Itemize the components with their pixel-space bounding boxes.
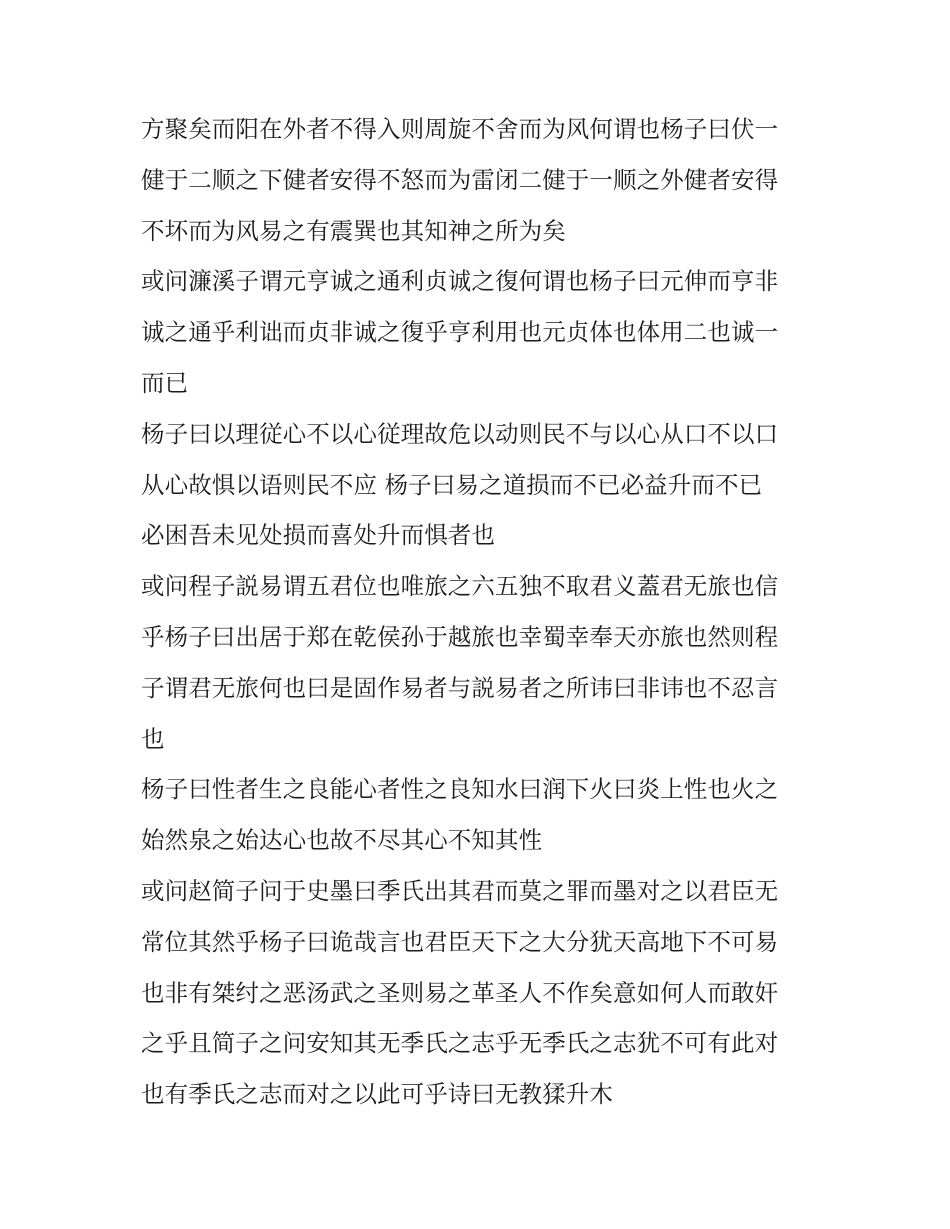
text-line: 不坏而为风易之有震巽也其知神之所为矣 <box>141 216 566 245</box>
text-line: 杨子曰以理従心不以心従理故危以动则民不与以心从口不以口 <box>141 419 779 448</box>
text-line: 或问程子説易谓五君位也唯旅之六五独不取君义蓋君无旅也信 <box>141 572 779 601</box>
text-line: 始然泉之始达心也故不尽其心不知其性 <box>141 826 543 855</box>
text-line: 健于二顺之下健者安得不怒而为雷闭二健于一顺之外健者安得 <box>141 165 779 194</box>
text-line: 也有季氏之志而对之以此可乎诗曰无教猱升木 <box>141 1080 613 1109</box>
text-line: 必困吾未见处损而喜处升而惧者也 <box>141 521 495 550</box>
text-line: 或问濂溪子谓元亨诚之通利贞诚之復何谓也杨子曰元伸而亨非 <box>141 267 779 296</box>
text-line: 而已 <box>141 368 189 397</box>
document-body <box>141 104 821 1120</box>
text-line: 方聚矣而阳在外者不得入则周旋不舍而为风何谓也杨子曰伏一 <box>141 115 779 143</box>
text-line: 乎杨子曰出居于郑在乾侯孙于越旅也幸蜀幸奉天亦旅也然则程 <box>141 622 779 651</box>
text-line: 诚之通乎利诎而贞非诚之復乎亨利用也元贞体也体用二也诚一 <box>141 318 779 347</box>
text-line: 或问赵简子问于史墨曰季氏出其君而莫之罪而墨对之以君臣无 <box>141 876 779 905</box>
text-line: 常位其然乎杨子曰诡哉言也君臣天下之大分犹天高地下不可易 <box>141 927 779 956</box>
text-line: 子谓君无旅何也曰是固作易者与説易者之所讳曰非讳也不忍言 <box>141 673 779 702</box>
text-line: 也非有桀纣之恶汤武之圣则易之革圣人不作矣意如何人而敢奸 <box>141 978 779 1007</box>
text-line: 之乎且简子之问安知其无季氏之志乎无季氏之志犹不可有此对 <box>141 1029 779 1058</box>
text-line: 也 <box>141 724 165 753</box>
text-line: 杨子曰性者生之良能心者性之良知水曰润下火曰炎上性也火之 <box>141 775 779 804</box>
text-line: 从心故惧以语则民不应 杨子曰易之道损而不已必益升而不已 <box>141 470 763 499</box>
